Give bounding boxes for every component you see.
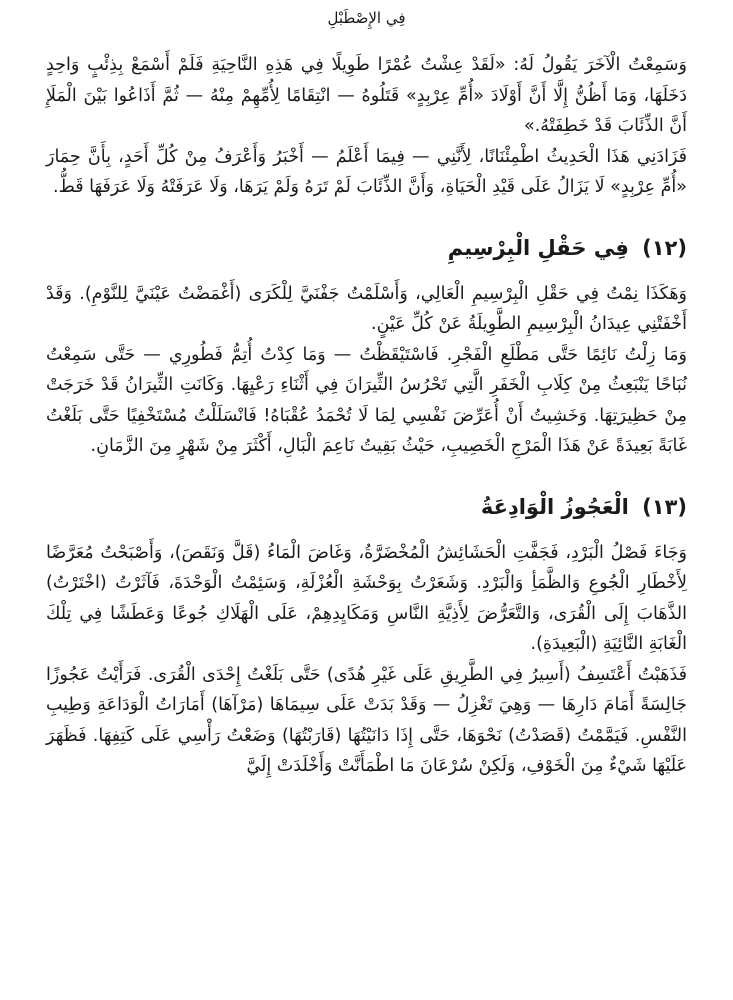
paragraph-old-woman: فَذَهَبْتُ أَعْتَسِفُ (أَسِيرُ فِي الطَّرِيقِ عَلَى غَيْرِ هُدًى) حَتَّى بَلَغْتُ إِحْدَى الْقُرَى. فَرَأَيْتُ عَجُوزًا جَالِسَةً أَمَامَ دَارِهَا — وَهِيَ تَغْزِلُ — وَقَدْ بَدَتْ عَلَى سِيمَاهَا (مَرْآهَا) أَمَارَاتُ الْوَدَاعَةِ وَطِيبِ النَّفْسِ. فَيَمَّمْتُ (قَصَدْتُ) نَحْوَهَا، حَتَّى إِذَا دَانَيْتُهَا (قَارَبْتُهَا) وَضَعْتُ رَأْسِي عَلَى كَتِفِهَا. فَظَهَرَ عَلَيْهَا شَيْءٌ مِنَ الْخَوْفِ، وَلَكِنْ سُرْعَانَ مَا اطْمَأَنَّتْ وَأَخْلَدَتْ إِلَيَّ (46, 664, 687, 776)
section-title: فِي حَقْلِ الْبِرْسِيمِ (447, 235, 629, 260)
paragraph-dawn-escape: وَمَا زِلْتُ نَائِمًا حَتَّى مَطْلَعِ الْفَجْرِ. فَاسْتَيْقَظْتُ — وَمَا كِدْتُ أُتِمُّ فَطُورِي — حَتَّى سَمِعْتُ نُبَاحًا يَنْبَعِثُ مِنْ كِلَابِ الْخَفَرِ الَّتِي تَحْرُسُ الثِّيرَانَ فِي أَثْنَاءِ رَعْيِهَا. وَكَانَتِ الثِّيرَانُ قَدْ خَرَجَتْ مِنْ حَظِيرَتِهَا. وَخَشِيتُ أَنْ أُعَرِّضَ نَفْسِي لِمَا لَا تُحْمَدُ عُقْبَاهُ! فَانْسَلَلْتُ مُسْتَخْفِيًا حَتَّى بَلَغْتُ غَابَةً بَعِيدَةً عَنْ هَذَا الْمَرْجِ الْخَصِيبِ، حَيْثُ بَقِيتُ نَاعِمَ الْبَالِ، أَكْثَرَ مِنْ شَهْرٍ مِنَ الزَّمَانِ. (46, 344, 687, 456)
paragraph-reassurance: فَزَادَنِي هَذَا الْحَدِيثُ اطْمِئْنَانًا، لِأَنَّنِي — فِيمَا أَعْلَمُ — أَخْبَرُ وَأَعْرَفُ مِنْ كُلِّ أَحَدٍ، بِأَنَّ حِمَارَ «أُمِّ عِرْبِدٍ» لَا يَزَالُ عَلَى قَيْدِ الْحَيَاةِ، وَأَنَّ الذِّئَابَ لَمْ تَرَهُ وَلَمْ يَرَهَا، وَلَا عَرَفَتْهُ وَلَا عَرَفَهَا قَطُّ. (46, 146, 687, 197)
section-heading-12 (46, 233, 687, 263)
section-number: (١٣) (642, 494, 687, 519)
paragraph-clover-sleep: وَهَكَذَا نِمْتُ فِي حَقْلِ الْبِرْسِيمِ الْعَالِي، وَأَسْلَمْتُ جَفْنَيَّ لِلْكَرَى (أَغْمَضْتُ عَيْنَيَّ لِلنَّوْمِ). وَقَدْ أَخْفَتْنِي عِيدَانُ الْبِرْسِيمِ الطَّوِيلَةُ عَنْ كُلِّ عَيْنٍ. (46, 283, 687, 334)
section-title: الْعَجُوزُ الْوَادِعَةُ (480, 494, 629, 519)
running-header: فِي الإِصْطَبْلِ (327, 9, 406, 27)
paragraph-winter: وَجَاءَ فَصْلُ الْبَرْدِ، فَجَفَّتِ الْحَشَائِشُ الْمُخْضَرَّةُ، وَغَاضَ الْمَاءُ (قَلَّ وَنَقَصَ)، وَأَصْبَحْتُ مُعَرَّضًا لِأَخْطَارِ الْجُوعِ وَالظَّمَأِ وَالْبَرْدِ. وَشَعَرْتُ بِوَحْشَةِ الْعُزْلَةِ، وَسَئِمْتُ الْوَحْدَةَ، فَآثَرْتُ (اخْتَرْتُ) الذَّهَابَ إِلَى الْقُرَى، وَالتَّعَرُّضَ لِأَذِيَّةِ النَّاسِ وَمَكَايِدِهِمْ، عَلَى الْهَلَاكِ جُوعًا وَعَطَشًا فِي تِلْكَ الْغَابَةِ النَّائِيَةِ (الْبَعِيدَةِ). (46, 542, 687, 654)
paragraph-wolf-rumor: وَسَمِعْتُ الْآخَرَ يَقُولُ لَهُ: «لَقَدْ عِشْتُ عُمْرًا طَوِيلًا فِي هَذِهِ النَّاحِيَةِ فَلَمْ أَسْمَعْ بِذِئْبٍ وَاحِدٍ دَخَلَهَا، وَمَا أَظُنُّ إِلَّا أَنَّ أَوْلَادَ «أُمِّ عِرْبِدٍ» قَتَلُوهُ — انْتِقَامًا لِأُمِّهِمْ مِنْهُ — ثُمَّ أَذَاعُوا بَيْنَ الْمَلَإِ أَنَّ الذِّئَابَ قَدْ خَطِفَتْهُ.» (46, 55, 687, 136)
section-heading-13 (46, 492, 687, 522)
section-number: (١٢) (642, 235, 687, 260)
